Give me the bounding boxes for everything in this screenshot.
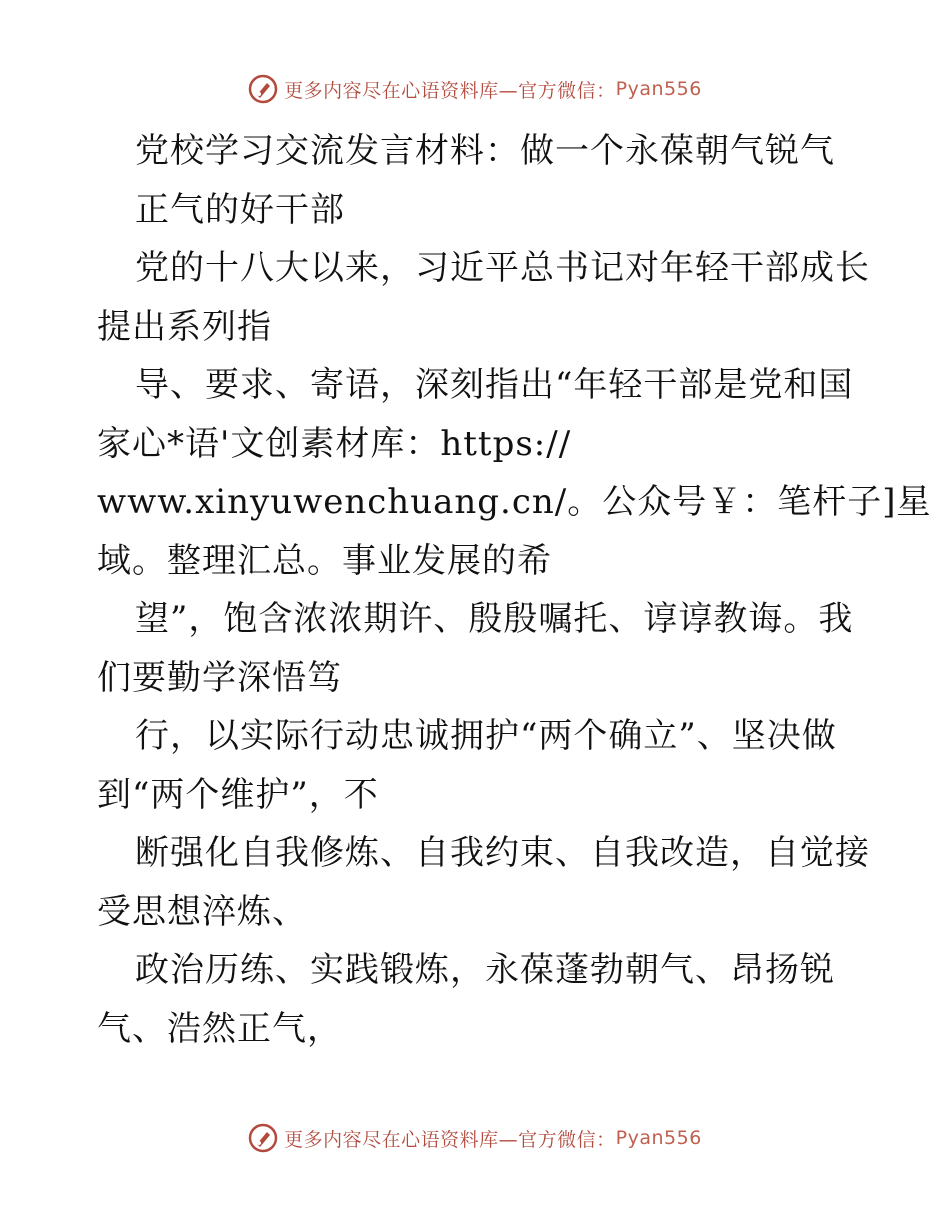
document-line: 政治历练、实践锻炼，永葆蓬勃朝气、昂扬锐 xyxy=(135,950,835,990)
document-line: 导、要求、寄语，深刻指出“年轻干部是党和国 xyxy=(135,365,854,405)
pen-logo-icon xyxy=(248,74,278,104)
document-body xyxy=(97,122,932,1058)
document-line: 到“两个维护”，不 xyxy=(97,774,379,815)
header-banner-id: Pyan556 xyxy=(615,78,702,100)
document-line: 望”，饱含浓浓期许、殷殷嘱托、谆谆教诲。我 xyxy=(135,599,854,639)
document-line: 正气的好干部 xyxy=(135,189,345,230)
document-line: 党的十八大以来，习近平总书记对年轻干部成长 xyxy=(135,248,870,288)
document-line: 域。整理汇总。事业发展的希 xyxy=(97,540,552,581)
document-line: 提出系列指 xyxy=(97,306,272,347)
footer-banner-text: 更多内容尽在心语资料库—官方微信： xyxy=(284,1128,616,1151)
document-line: 气、浩然正气， xyxy=(97,1008,342,1049)
header-banner xyxy=(0,74,950,104)
document-line: 家心*语'文创素材库：https:// xyxy=(97,423,572,464)
document-line: 受思想淬炼、 xyxy=(97,891,307,932)
document-line: 们要勤学深悟笃 xyxy=(97,657,342,698)
header-banner-text: 更多内容尽在心语资料库—官方微信： xyxy=(284,79,616,102)
document-line: 党校学习交流发言材料：做一个永葆朝气锐气 xyxy=(135,131,835,171)
footer-banner-id: Pyan556 xyxy=(615,1127,702,1149)
document-line: 行，以实际行动忠诚拥护“两个确立”、坚决做 xyxy=(135,716,837,756)
document-line: 断强化自我修炼、自我约束、自我改造，自觉接 xyxy=(135,833,870,873)
document-line: www.xinyuwenchuang.cn/。公众号￥：笔杆子]星 xyxy=(97,482,932,522)
footer-banner xyxy=(0,1123,950,1153)
pen-logo-icon xyxy=(248,1123,278,1153)
